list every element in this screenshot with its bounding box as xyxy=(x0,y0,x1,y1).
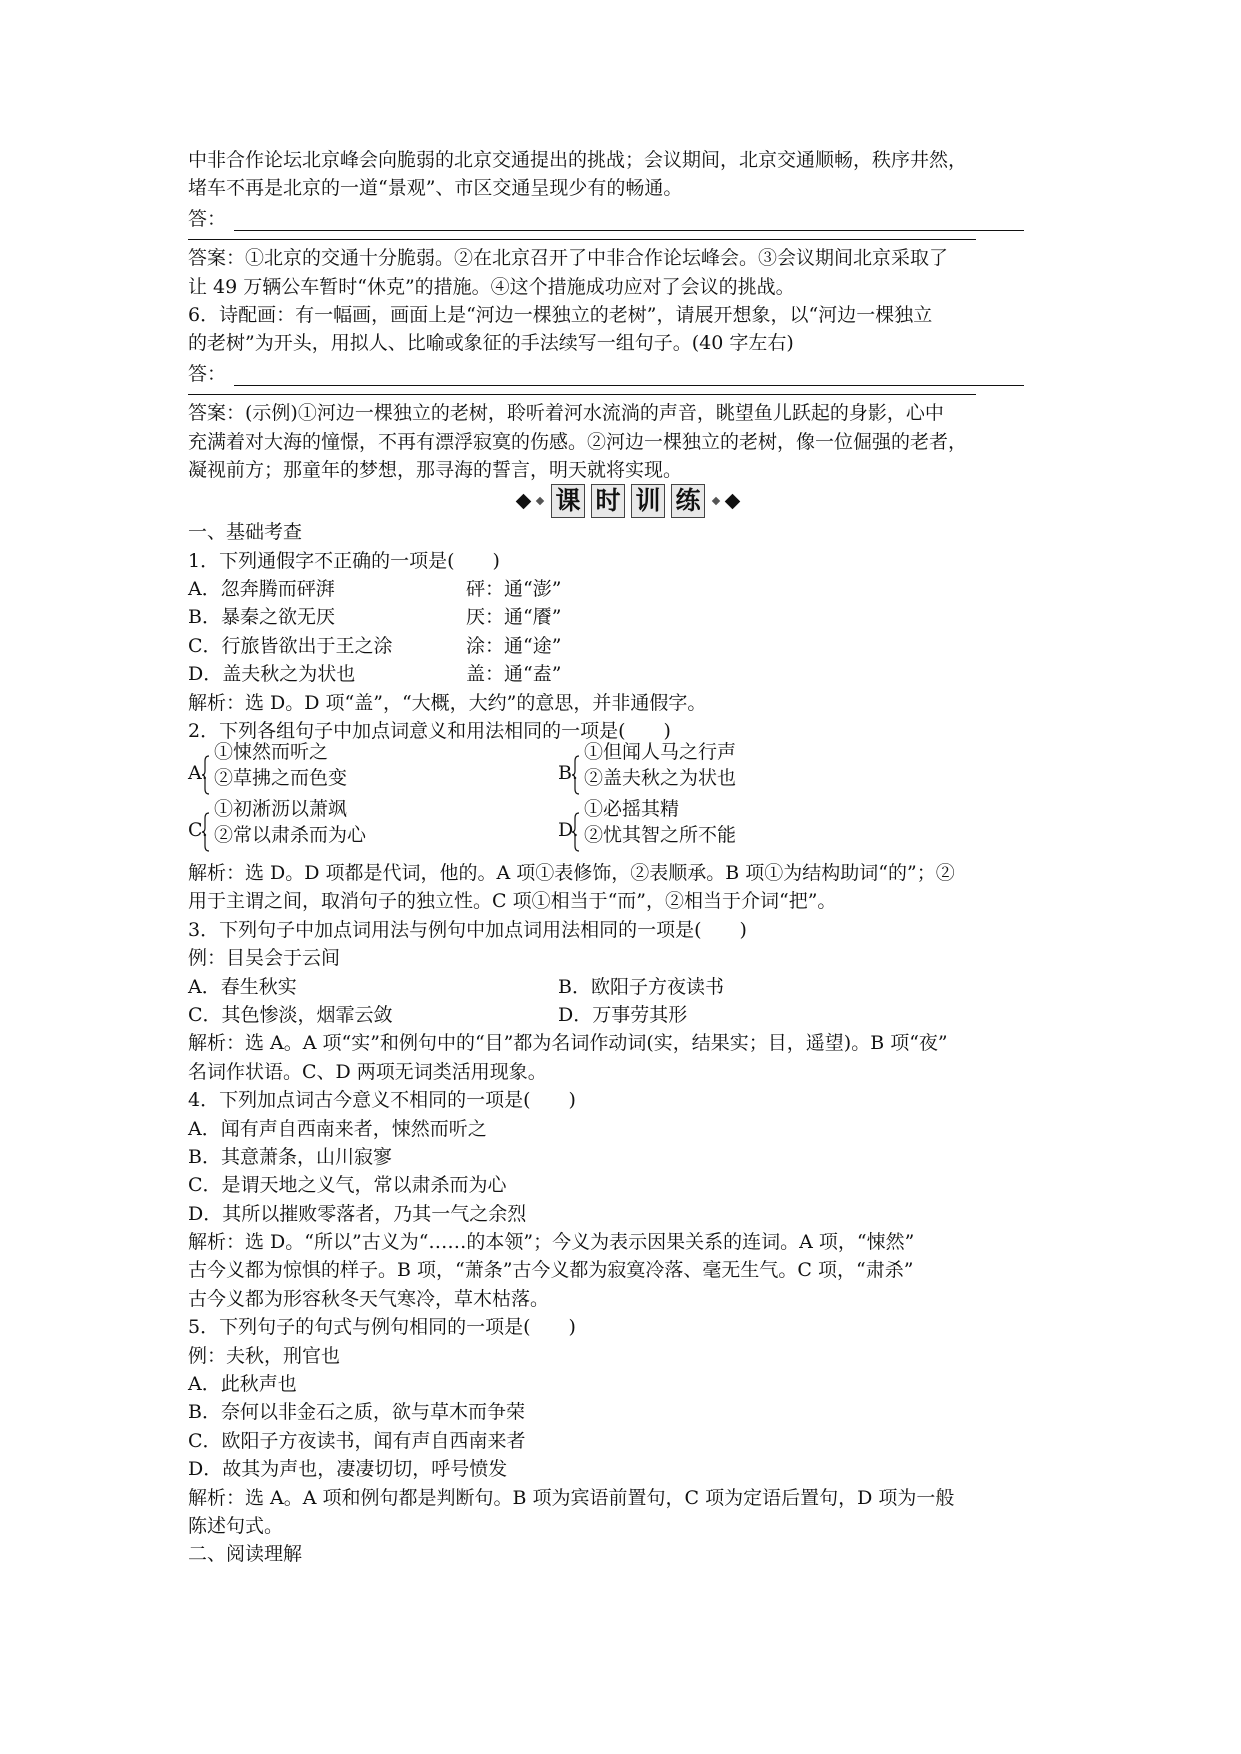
section-heading: 二、阅读理解 xyxy=(188,1543,303,1566)
option-item: ②忧其智之所不能 xyxy=(584,824,737,847)
analysis-text: 解析：选 A。A 项和例句都是判断句。B 项为宾语前置句，C 项为定语后置句，D 项为一般 xyxy=(188,1486,955,1509)
section-banner xyxy=(188,484,1068,518)
option-text: A．此秋声也 xyxy=(188,1373,297,1396)
option-text: A．春生秋实 xyxy=(188,975,297,998)
option-item: ①初淅沥以萧飒 xyxy=(214,798,348,821)
analysis-text: 古今义都为形容秋冬天气寒冷，草木枯落。 xyxy=(188,1287,550,1310)
question-5-stem: 5．下列句子的句式与例句相同的一项是( ) xyxy=(188,1316,576,1339)
option-label: B. xyxy=(558,762,579,785)
option-row xyxy=(188,575,1068,603)
option-row xyxy=(188,1001,1068,1029)
question-6-stem: 的老树”为开头，用拟人、比喻或象征的手法续写一组句子。(40 字左右) xyxy=(188,332,794,355)
option-row xyxy=(188,973,1068,1001)
option-item: ①但闻人马之行声 xyxy=(584,741,737,764)
question-6-stem: 6．诗配画：有一幅画，画面上是“河边一棵独立的老树”，请展开想象，以“河边一棵独立 xyxy=(188,303,933,326)
banner-char: 训 xyxy=(631,484,665,518)
question-3-stem: 3．下列句子中加点词用法与例句中加点词用法相同的一项是( ) xyxy=(188,918,747,941)
example-text: 例：夫秋，刑官也 xyxy=(188,1344,341,1367)
section-heading: 一、基础考查 xyxy=(188,521,303,544)
analysis-text: 名词作状语。C、D 两项无词类活用现象。 xyxy=(188,1060,547,1083)
option-text: C．是谓天地之义气，常以肃杀而为心 xyxy=(188,1174,507,1197)
option-brace-row xyxy=(188,741,1068,802)
option-label: A. xyxy=(188,762,208,785)
option-text: C．欧阳子方夜读书，闻有声自西南来者 xyxy=(188,1429,526,1452)
answer-label: 答： xyxy=(188,208,227,231)
option-label: D. xyxy=(558,819,579,842)
option-row xyxy=(188,603,1068,631)
answer-text: 充满着对大海的憧憬，不再有漂浮寂寞的伤感。②河边一棵独立的老树，像一位倔强的老者， xyxy=(188,430,968,453)
option-text: B．暴秦之欲无厌 xyxy=(188,606,335,629)
brace-icon xyxy=(572,812,580,852)
answer-underline xyxy=(234,365,1024,386)
answer-underline xyxy=(234,210,1024,231)
option-brace-row xyxy=(188,798,1068,859)
answer-text: 答案：(示例)①河边一棵独立的老树，聆听着河水流淌的声音，眺望鱼儿跃起的身影，心中 xyxy=(188,402,944,425)
answer-text: 让 49 万辆公车暂时“休克”的措施。④这个措施成功应对了会议的挑战。 xyxy=(188,275,795,298)
answer-blank-q5[interactable] xyxy=(188,203,1068,231)
option-text: B．欧阳子方夜读书 xyxy=(558,975,724,998)
option-item: ②盖夫秋之为状也 xyxy=(584,767,737,790)
option-label: C. xyxy=(188,819,208,842)
option-text: D．盖夫秋之为状也 xyxy=(188,663,356,686)
text-line: 中非合作论坛北京峰会向脆弱的北京交通提出的挑战；会议期间，北京交通顺畅，秩序井然， xyxy=(188,149,968,171)
diamond-icon xyxy=(516,494,532,510)
diamond-icon xyxy=(725,494,741,510)
diamond-small-icon xyxy=(712,497,720,505)
analysis-text: 解析：选 D。D 项都是代词，他的。A 项①表修饰，②表顺承。B 项①为结构助词“的”；② xyxy=(188,862,955,885)
question-2-stem: 2．下列各组句子中加点词意义和用法相同的一项是( ) xyxy=(188,720,671,743)
option-text: D．其所以摧败零落者，乃其一气之余烈 xyxy=(188,1202,527,1225)
option-text: D．万事劳其形 xyxy=(558,1003,688,1026)
analysis-text: 解析：选 D。“所以”古义为“……的本领”；今义为表示因果关系的连词。A 项，“悚然” xyxy=(188,1231,915,1254)
option-item: ②常以肃杀而为心 xyxy=(214,824,367,847)
answer-underline-2 xyxy=(188,386,976,395)
answer-blank-q6[interactable] xyxy=(188,358,1068,386)
brace-icon xyxy=(572,755,580,795)
option-row xyxy=(188,632,1068,660)
option-text: C．行旅皆欲出于王之涂 xyxy=(188,634,393,657)
example-text: 例：目吴会于云间 xyxy=(188,947,341,970)
option-text: A．闻有声自西南来者，悚然而听之 xyxy=(188,1117,487,1140)
option-note: 砰：通“澎” xyxy=(466,578,562,601)
option-text: C．其色惨淡，烟霏云敛 xyxy=(188,1003,393,1026)
answer-text: 凝视前方；那童年的梦想，那寻海的誓言，明天就将实现。 xyxy=(188,458,683,481)
banner-char: 时 xyxy=(591,484,625,518)
brace-icon xyxy=(202,812,210,852)
option-item: ②草拂之而色变 xyxy=(214,767,348,790)
analysis-text: 解析：选 A。A 项“实”和例句中的“目”都为名词作动词(实，结果实；目，遥望)。B 项“夜” xyxy=(188,1032,948,1055)
option-note: 盖：通“盍” xyxy=(466,663,562,686)
text-line: 堵车不再是北京的一道“景观”、市区交通呈现少有的畅通。 xyxy=(188,177,683,200)
option-text: B．其意萧条，山川寂寥 xyxy=(188,1145,392,1168)
diamond-small-icon xyxy=(536,497,544,505)
page-content xyxy=(188,146,1068,1569)
question-1-stem: 1．下列通假字不正确的一项是( ) xyxy=(188,549,500,572)
analysis-text: 陈述句式。 xyxy=(188,1515,284,1537)
banner-char: 练 xyxy=(671,484,705,518)
option-item: ①悚然而听之 xyxy=(214,741,329,764)
answer-underline-2 xyxy=(188,231,976,240)
option-note: 厌：通“餍” xyxy=(466,606,562,629)
answer-text: 答案：①北京的交通十分脆弱。②在北京召开了中非合作论坛峰会。③会议期间北京采取了 xyxy=(188,247,949,270)
option-note: 涂：通“途” xyxy=(466,634,562,657)
brace-icon xyxy=(202,755,210,795)
banner-char: 课 xyxy=(551,484,585,518)
option-text: B．奈何以非金石之质，欲与草木而争荣 xyxy=(188,1401,525,1424)
option-item: ①必摇其精 xyxy=(584,798,680,821)
banner-title xyxy=(551,484,705,518)
option-row xyxy=(188,660,1068,688)
option-text: A．忽奔腾而砰湃 xyxy=(188,578,335,601)
answer-label: 答： xyxy=(188,363,227,386)
option-text: D．故其为声也，凄凄切切，呼号愤发 xyxy=(188,1458,508,1481)
analysis-text: 古今义都为惊惧的样子。B 项，“萧条”古今义都为寂寞冷落、毫无生气。C 项，“肃杀” xyxy=(188,1259,914,1282)
question-4-stem: 4．下列加点词古今意义不相同的一项是( ) xyxy=(188,1089,576,1112)
analysis-text: 用于主谓之间，取消句子的独立性。C 项①相当于“而”，②相当于介词“把”。 xyxy=(188,890,837,913)
analysis-text: 解析：选 D。D 项“盖”，“大概，大约”的意思，并非通假字。 xyxy=(188,691,707,714)
